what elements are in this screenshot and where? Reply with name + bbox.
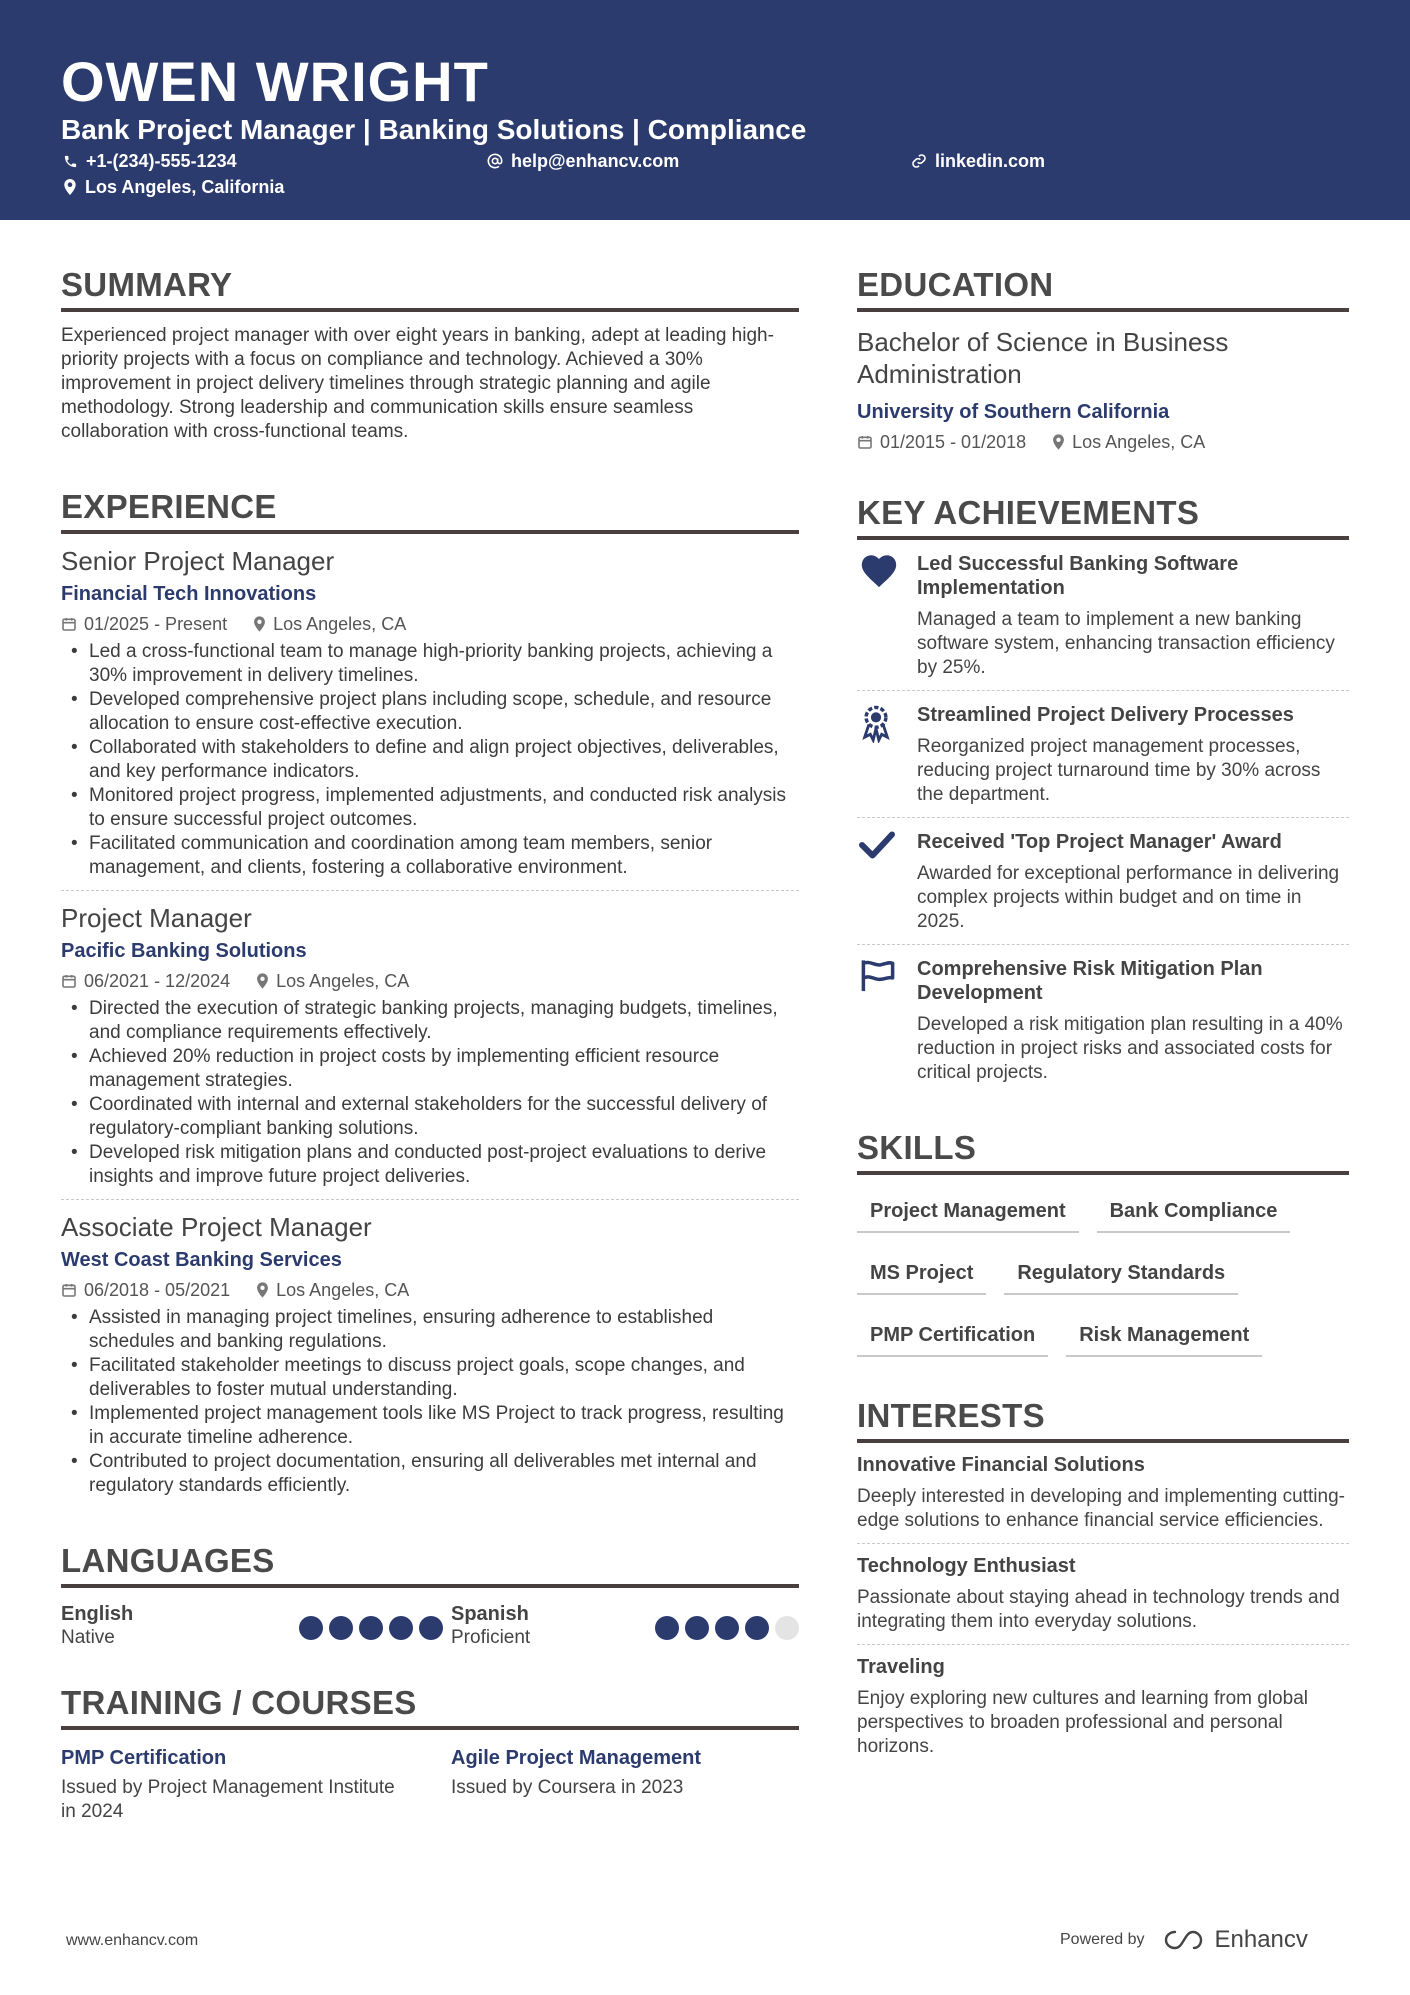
interest-desc: Deeply interested in developing and implementing cutting-edge solutions to enhance financial service efficiencies. — [857, 1486, 1345, 1531]
enhancv-logo-icon — [1161, 1928, 1207, 1952]
rating-dot-filled — [745, 1616, 769, 1640]
job-bullet: • Directed the execution of strategic banking projects, managing budgets, timelines, and compliance requirements effectively. — [61, 997, 799, 1045]
job-dates: 06/2021 - 12/2024 — [84, 971, 231, 991]
language-level: Proficient — [451, 1627, 531, 1648]
location-pin-icon — [1052, 434, 1065, 450]
language-level: Native — [61, 1627, 115, 1648]
rating-dot-filled — [685, 1616, 709, 1640]
calendar-icon — [61, 973, 77, 989]
calendar-icon — [61, 616, 77, 632]
training-title: PMP Certification — [61, 1747, 227, 1769]
achievement-item — [857, 945, 1349, 1095]
education-degree: Bachelor of Science in Business Administration — [857, 327, 1229, 389]
at-sign-icon — [487, 153, 503, 169]
achievement-title: Comprehensive Risk Mitigation Plan Development — [917, 958, 1263, 1004]
skill-tag: Risk Management — [1066, 1313, 1262, 1357]
job-bullets — [61, 640, 799, 880]
job-bullet: • Implemented project management tools like MS Project to track progress, resulting in accurate timeline adherence. — [61, 1402, 799, 1450]
achievement-desc: Awarded for exceptional performance in delivering complex projects within budget and on time in 2025. — [917, 863, 1340, 932]
job-location: Los Angeles, CA — [276, 1280, 410, 1300]
skill-tag: PMP Certification — [857, 1313, 1048, 1357]
training-desc: Issued by Coursera in 2023 — [451, 1777, 684, 1798]
interest-title: Innovative Financial Solutions — [857, 1454, 1145, 1476]
language-name: Spanish — [451, 1603, 529, 1625]
job-entry — [61, 891, 799, 1200]
job-entry — [61, 1200, 799, 1498]
achievement-title: Received 'Top Project Manager' Award — [917, 831, 1282, 853]
job-location: Los Angeles, CA — [276, 971, 410, 991]
training-section — [61, 1680, 799, 1824]
job-bullet: • Coordinated with internal and external stakeholders for the successful delivery of regulatory-compliant banking solutions. — [61, 1093, 799, 1141]
education-heading: EDUCATION — [857, 262, 1349, 312]
job-company: Pacific Banking Solutions — [61, 940, 307, 962]
language-rating — [655, 1616, 799, 1640]
job-bullet: • Monitored project progress, implemented adjustments, and conducted risk analysis to ensure successful project outcomes. — [61, 784, 799, 832]
language-item — [451, 1602, 799, 1650]
linkedin-contact[interactable] — [911, 150, 1045, 172]
skills-section — [857, 1125, 1349, 1375]
location-pin-icon — [63, 179, 77, 195]
job-bullet: • Contributed to project documentation, ensuring all deliverables met internal and regulatory standards efficiently. — [61, 1450, 799, 1498]
rating-dot-filled — [655, 1616, 679, 1640]
job-bullet: • Collaborated with stakeholders to define and align project objectives, deliverables, and key performance indicators. — [61, 736, 799, 784]
summary-section — [61, 262, 799, 444]
link-icon — [911, 153, 927, 169]
education-dates: 01/2015 - 01/2018 — [880, 432, 1027, 452]
language-item — [61, 1602, 451, 1650]
rating-dot-filled — [329, 1616, 353, 1640]
education-meta — [857, 430, 1349, 454]
rating-dot-filled — [359, 1616, 383, 1640]
education-section — [857, 262, 1349, 454]
language-rating — [299, 1616, 443, 1640]
location-pin-icon — [256, 1282, 269, 1298]
skills-heading: SKILLS — [857, 1125, 1349, 1175]
achievements-heading: KEY ACHIEVEMENTS — [857, 490, 1349, 540]
email-contact[interactable] — [487, 150, 679, 172]
powered-by-text: Powered by — [1060, 1931, 1145, 1948]
interest-title: Technology Enthusiast — [857, 1555, 1076, 1577]
job-title: Project Manager — [61, 903, 252, 933]
training-heading: TRAINING / COURSES — [61, 1680, 799, 1730]
phone-icon — [63, 154, 78, 169]
calendar-icon — [61, 1282, 77, 1298]
interests-section — [857, 1393, 1349, 1769]
education-school: University of Southern California — [857, 401, 1170, 423]
achievements-section — [857, 490, 1349, 1095]
job-bullet: • Facilitated stakeholder meetings to discuss project goals, scope changes, and deliverables to foster mutual understanding. — [61, 1354, 799, 1402]
interest-item — [857, 1544, 1349, 1645]
candidate-subtitle: Bank Project Manager | Banking Solutions | Compliance — [61, 114, 807, 145]
rating-dot-filled — [389, 1616, 413, 1640]
location-contact — [63, 176, 284, 198]
interest-desc: Passionate about staying ahead in technology trends and integrating them into everyday solutions. — [857, 1587, 1340, 1632]
training-item — [61, 1744, 451, 1824]
achievement-title: Led Successful Banking Software Implementation — [917, 553, 1239, 599]
job-dates: 06/2018 - 05/2021 — [84, 1280, 231, 1300]
job-bullet: • Facilitated communication and coordination among team members, senior management, and clients, fostering a collaborative environment. — [61, 832, 799, 880]
location-pin-icon — [256, 973, 269, 989]
calendar-icon — [857, 434, 873, 450]
job-meta — [61, 612, 799, 636]
education-location: Los Angeles, CA — [1072, 432, 1206, 452]
location-text: Los Angeles, California — [85, 177, 285, 197]
job-dates: 01/2025 - Present — [84, 614, 228, 634]
summary-heading: SUMMARY — [61, 262, 799, 312]
job-meta — [61, 1278, 799, 1302]
job-bullet: • Developed risk mitigation plans and conducted post-project evaluations to derive insights and improve future project deliveries. — [61, 1141, 799, 1189]
phone-contact[interactable] — [63, 150, 237, 172]
training-item — [451, 1744, 799, 1824]
experience-section — [61, 484, 799, 1498]
achievement-item — [857, 818, 1349, 945]
interests-heading: INTERESTS — [857, 1393, 1349, 1443]
enhancv-logo[interactable] — [1161, 1926, 1308, 1954]
job-location: Los Angeles, CA — [273, 614, 407, 634]
achievement-desc: Reorganized project management processes, reducing project turnaround time by 30% across the department. — [917, 736, 1321, 805]
rating-dot-filled — [419, 1616, 443, 1640]
languages-section — [61, 1538, 799, 1650]
achievement-desc: Managed a team to implement a new banking software system, enhancing transaction efficiency by 25%. — [917, 609, 1335, 678]
skill-tag: Bank Compliance — [1097, 1189, 1291, 1233]
achievement-item — [857, 691, 1349, 818]
job-company: Financial Tech Innovations — [61, 583, 317, 605]
footer-branding — [1060, 1926, 1308, 1954]
left-column — [61, 262, 799, 1824]
experience-heading: EXPERIENCE — [61, 484, 799, 534]
job-entry — [61, 534, 799, 891]
job-bullet: • Led a cross-functional team to manage high-priority banking projects, achieving a 30% improvement in delivery timelines. — [61, 640, 799, 688]
skill-tag: Regulatory Standards — [1004, 1251, 1238, 1295]
flag-icon — [859, 957, 897, 993]
interest-item — [857, 1443, 1349, 1544]
heart-icon — [859, 552, 899, 588]
languages-heading: LANGUAGES — [61, 1538, 799, 1588]
phone-text: +1-(234)-555-1234 — [86, 151, 237, 171]
enhancv-logo-text: Enhancv — [1214, 1926, 1308, 1953]
job-bullets — [61, 997, 799, 1189]
rating-dot-filled — [299, 1616, 323, 1640]
summary-text: Experienced project manager with over eight years in banking, adept at leading high-priority projects with a focus on compliance and technology. Achieved a 30% improvement in project delivery timelines through strategic planning and agile methodology. Strong leadership and communication skills ensure seamless collaboration with cross-functional teams. — [61, 325, 774, 442]
job-company: West Coast Banking Services — [61, 1249, 342, 1271]
job-title: Associate Project Manager — [61, 1212, 372, 1242]
training-desc: Issued by Project Management Institute in 2024 — [61, 1777, 395, 1822]
job-bullet: • Developed comprehensive project plans including scope, schedule, and resource allocation to ensure cost-effective execution. — [61, 688, 799, 736]
training-title: Agile Project Management — [451, 1747, 702, 1769]
candidate-name: OWEN WRIGHT — [61, 50, 489, 113]
job-bullets — [61, 1306, 799, 1498]
job-bullet: • Achieved 20% reduction in project costs by implementing efficient resource management strategies. — [61, 1045, 799, 1093]
email-text: help@enhancv.com — [511, 151, 680, 171]
job-meta — [61, 969, 799, 993]
skill-tag: MS Project — [857, 1251, 986, 1295]
skill-tag: Project Management — [857, 1189, 1079, 1233]
achievement-item — [857, 540, 1349, 691]
award-ribbon-icon — [859, 703, 893, 743]
linkedin-text: linkedin.com — [935, 151, 1046, 171]
right-column — [857, 262, 1349, 1769]
language-name: English — [61, 1603, 134, 1625]
interest-item — [857, 1645, 1349, 1769]
achievement-desc: Developed a risk mitigation plan resulting in a 40% reduction in project risks and associated costs for critical projects. — [917, 1014, 1343, 1083]
checkmark-icon — [859, 830, 895, 860]
job-bullet: • Assisted in managing project timelines, ensuring adherence to established schedules and banking regulations. — [61, 1306, 799, 1354]
interest-title: Traveling — [857, 1656, 945, 1678]
footer-website[interactable]: www.enhancv.com — [66, 1932, 199, 1949]
job-title: Senior Project Manager — [61, 546, 335, 576]
rating-dot-filled — [715, 1616, 739, 1640]
location-pin-icon — [253, 616, 266, 632]
interest-desc: Enjoy exploring new cultures and learning from global perspectives to broaden professional and personal horizons. — [857, 1688, 1308, 1757]
resume-header — [0, 0, 1410, 220]
rating-dot-empty — [775, 1616, 799, 1640]
achievement-title: Streamlined Project Delivery Processes — [917, 704, 1294, 726]
